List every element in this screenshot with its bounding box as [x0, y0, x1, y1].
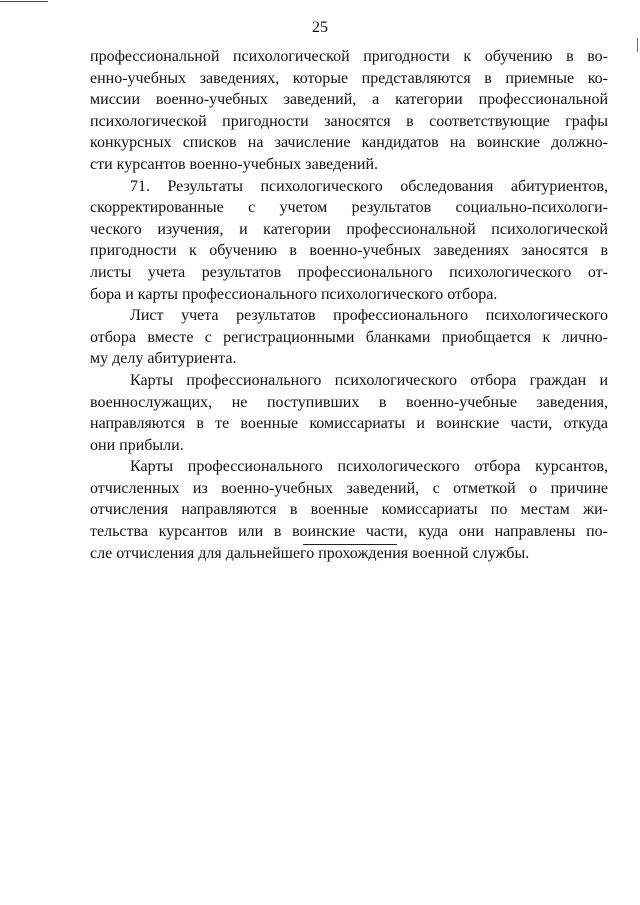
text-line: Лист учета результатов профессионального психологического	[130, 307, 608, 325]
page-number: 25	[312, 19, 328, 36]
document-body	[90, 46, 608, 564]
text-line: Карты профессионального психологического отбора граждан и	[130, 371, 608, 389]
text-line: пригодности к обучению в военно-учебных заведениях заносятся в	[90, 242, 608, 260]
text-line: сле отчисления для дальнейшего прохождения военной службы.	[90, 544, 530, 562]
text-line: му делу абитуриента.	[90, 350, 237, 368]
text-line: миссии военно-учебных заведений, а категории профессиональной	[90, 91, 608, 109]
text-line: военнослужащих, не поступивших в военно-учебные заведения,	[90, 393, 608, 411]
text-line: психологической пригодности заносятся в соответствующие графы	[90, 112, 608, 130]
scan-top-rule	[0, 1, 48, 2]
text-line: отчисления направляются в военные комиссариаты по местам жи-	[90, 501, 608, 519]
text-line: отбора вместе с регистрационными бланками приобщается к лично-	[90, 328, 608, 346]
text-line: направляются в те военные комиссариаты и воинские части, откуда	[90, 415, 608, 433]
text-line: бора и карты профессионального психологического отбора.	[90, 285, 498, 303]
paragraph-record-sheet	[90, 305, 608, 370]
paragraph-expelled-cards	[90, 456, 608, 564]
text-line: ческого изучения, и категории профессиональной психологической	[90, 220, 608, 238]
paragraph-item-71	[90, 176, 608, 306]
text-line: они прибыли.	[90, 436, 184, 454]
end-divider	[303, 544, 397, 545]
text-line: отчисленных из военно-учебных заведений, с отметкой о причине	[90, 479, 608, 497]
paragraph-non-admitted-cards	[90, 370, 608, 456]
text-line: 71. Результаты психологического обследования абитуриентов,	[130, 177, 608, 195]
text-line: Карты профессионального психологического отбора курсантов,	[130, 458, 608, 476]
text-line: сти курсантов военно-учебных заведений.	[90, 155, 378, 173]
text-line: скорректированные с учетом результатов социально-психологи-	[90, 199, 608, 217]
text-line: профессиональной психологической пригодности к обучению в во-	[90, 48, 608, 65]
text-line: листы учета результатов профессионального психологического от-	[90, 263, 608, 281]
text-line: енно-учебных заведениях, которые представляются в приемные ко-	[90, 69, 608, 87]
scan-edge-mark	[637, 38, 638, 52]
text-line: конкурсных списков на зачисление кандидатов на воинские должно-	[90, 134, 608, 152]
paragraph-continuation	[90, 46, 608, 176]
text-line: тельства курсантов или в воинские части, куда они направлены по-	[90, 523, 608, 541]
